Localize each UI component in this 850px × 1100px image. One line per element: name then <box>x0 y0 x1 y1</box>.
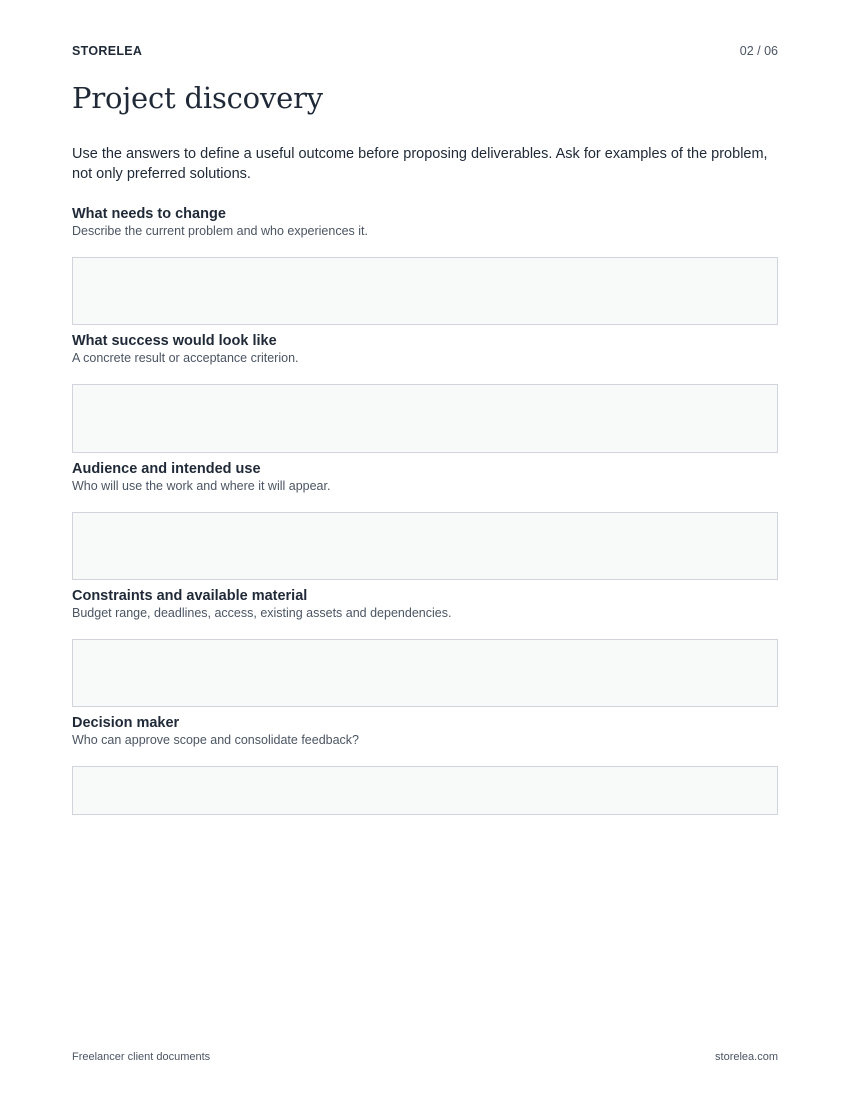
page-footer <box>72 1050 778 1064</box>
field-help-audience-and-intended-use: Who will use the work and where it will appear. <box>72 479 331 493</box>
answer-box-audience-and-intended-use[interactable] <box>72 512 778 580</box>
intro-text: Use the answers to define a useful outcome before proposing deliverables. Ask for examples of the problem, not only preferred solutions. <box>72 146 768 182</box>
footer-left-text: Freelancer client documents <box>72 1051 211 1063</box>
page-header <box>72 43 778 59</box>
answer-box-constraints-and-available-material[interactable] <box>72 639 778 707</box>
field-label-decision-maker: Decision maker <box>72 715 180 731</box>
field-help-what-success-would-look-like: A concrete result or acceptance criterion. <box>72 351 299 365</box>
answer-box-what-success-would-look-like[interactable] <box>72 384 778 453</box>
footer-website-link[interactable]: storelea.com <box>715 1051 778 1063</box>
field-label-what-needs-to-change: What needs to change <box>72 206 226 222</box>
field-help-decision-maker: Who can approve scope and consolidate feedback? <box>72 733 359 747</box>
page-title: Project discovery <box>72 81 323 115</box>
brand-name: STORELEA <box>72 44 143 58</box>
answer-box-decision-maker[interactable] <box>72 766 778 815</box>
field-label-audience-and-intended-use: Audience and intended use <box>72 461 261 477</box>
field-help-what-needs-to-change: Describe the current problem and who experiences it. <box>72 224 368 238</box>
answer-box-what-needs-to-change[interactable] <box>72 257 778 325</box>
field-label-what-success-would-look-like: What success would look like <box>72 333 277 349</box>
page-number: 02 / 06 <box>739 44 778 58</box>
field-label-constraints-and-available-material: Constraints and available material <box>72 588 308 604</box>
field-help-constraints-and-available-material: Budget range, deadlines, access, existing assets and dependencies. <box>72 606 452 620</box>
